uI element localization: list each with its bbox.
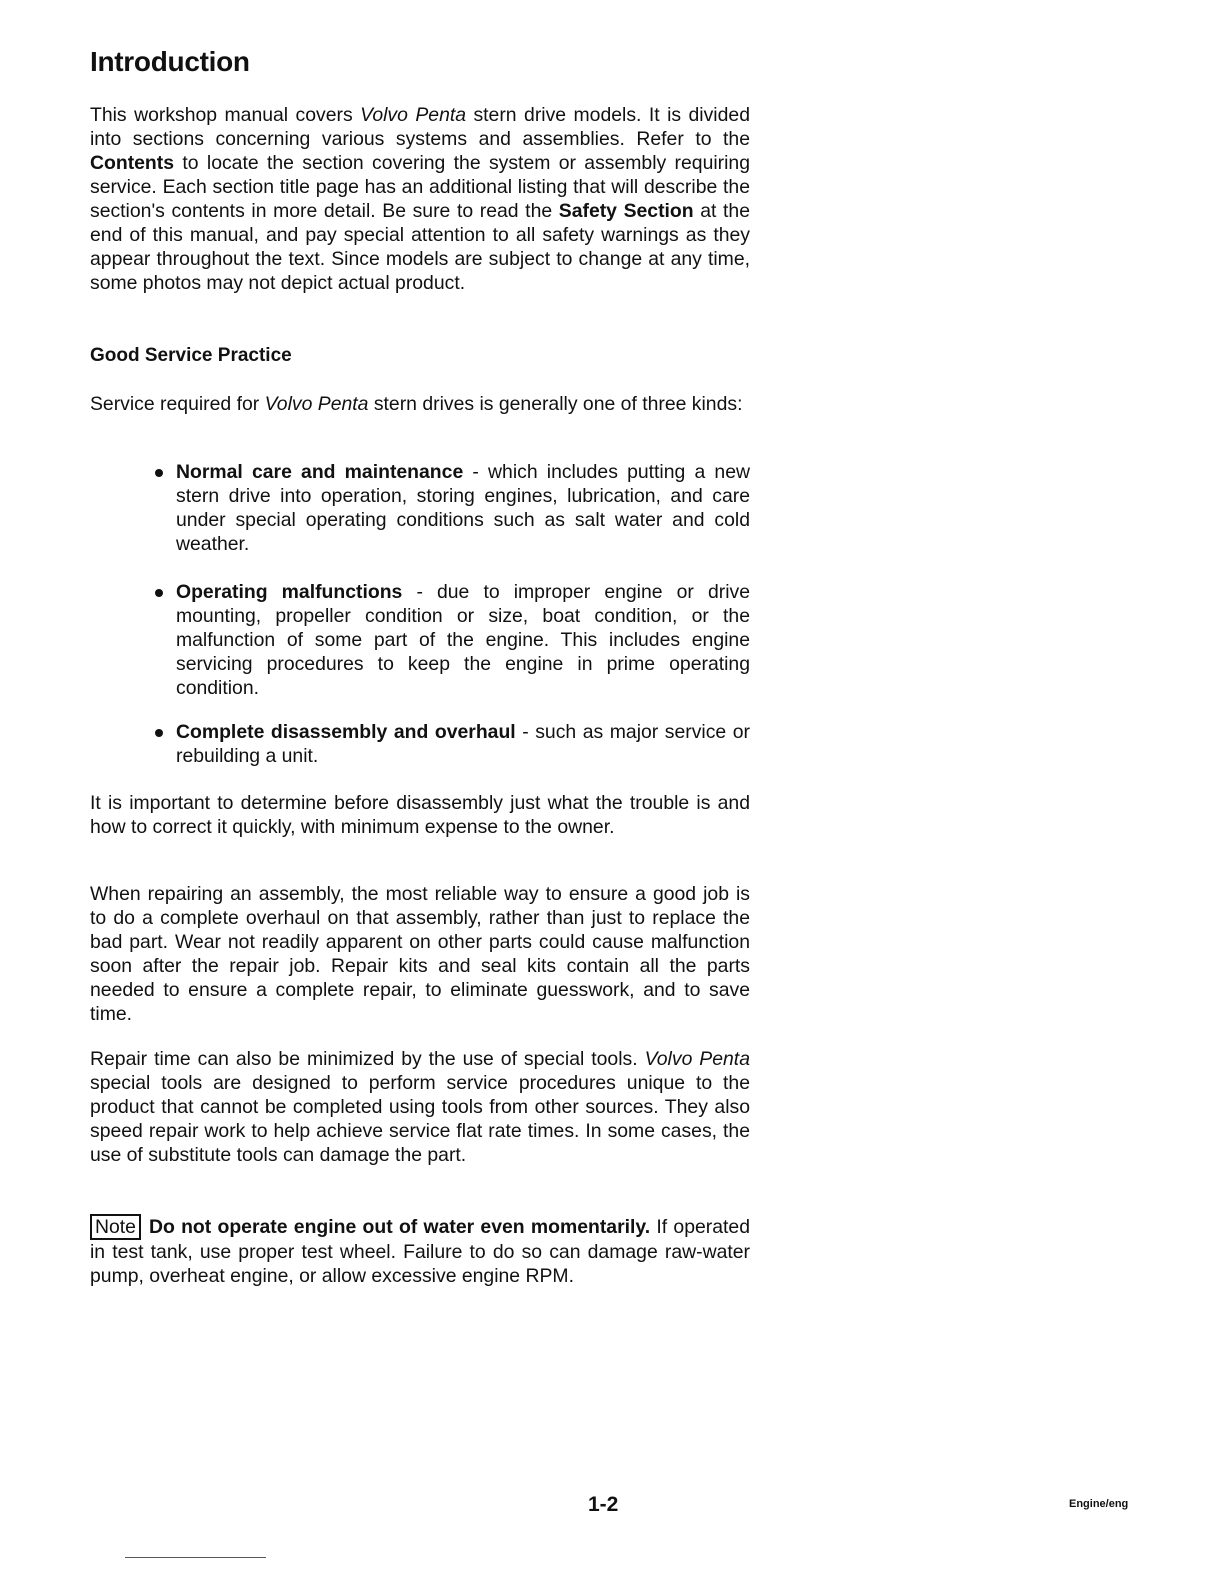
important-paragraph: It is important to determine before disassembly just what the trouble is and how to correct it quickly, with minimum expense to the owner.	[90, 792, 750, 838]
intro-text-4: at the end of this manual, and pay special attention to all safety warnings as they appear throughout the text. Since models are subject to change at any time, some photos may not depict actual product.	[90, 200, 750, 294]
service-text-1: Service required for	[90, 393, 265, 415]
service-brand: Volvo Penta	[264, 393, 369, 415]
bullet-text: - due to improper engine or drive mounting, propeller condition or size, boat condition, or the malfunction of some part of the engine. This includes engine servicing procedures to keep the engine in prime operating condition.	[176, 581, 751, 699]
page-title: Introduction	[90, 46, 250, 77]
section-subheading: Good Service Practice	[90, 345, 292, 366]
bullet-lead: Normal care and maintenance	[176, 461, 464, 483]
intro-text-3: to locate the section covering the system or assembly requiring service. Each section title page has an additional listing that will describe the section's contents in more detail. Be sure to read the	[90, 152, 750, 222]
contents-reference: Contents	[90, 152, 175, 174]
tools-text-1: Repair time can also be minimized by the use of special tools.	[90, 1048, 645, 1070]
intro-paragraph	[90, 103, 750, 295]
repairing-paragraph: When repairing an assembly, the most reliable way to ensure a good job is to do a complete overhaul on that assembly, rather than just to replace the bad part. Wear not readily apparent on other parts could cause malfunction soon after the repair job. Repair kits and seal kits contain all the parts needed to ensure a complete repair, to eliminate guesswork, and to save time.	[90, 883, 750, 1025]
note-warning: Do not operate engine out of water even momentarily.	[148, 1216, 651, 1238]
bullet-lead: Operating malfunctions	[176, 581, 403, 603]
page-number: 1-2	[588, 1493, 619, 1516]
footer-code: Engine/eng	[1069, 1498, 1129, 1510]
note-label: Note	[90, 1214, 141, 1240]
bullet-item-maintenance	[176, 460, 750, 556]
intro-brand: Volvo Penta	[360, 104, 467, 126]
service-text-2: stern drives is generally one of three kinds:	[368, 393, 743, 415]
safety-section-reference: Safety Section	[558, 200, 694, 222]
bullet-item-overhaul	[176, 720, 750, 768]
bullet-icon	[155, 469, 163, 477]
intro-text-1: This workshop manual covers	[90, 104, 361, 126]
bullet-text: - which includes putting a new stern drive into operation, storing engines, lubrication, and care under special operating conditions such as salt water and cold weather.	[176, 461, 750, 555]
tools-text-2: special tools are designed to perform service procedures unique to the product that cannot be completed using tools from other sources. They also speed repair work to help achieve service flat rate times. In some cases, the use of substitute tools can damage the part.	[90, 1072, 750, 1166]
bullet-icon	[155, 589, 163, 597]
special-tools-paragraph	[90, 1047, 750, 1167]
bullet-text: - such as major service or rebuilding a unit.	[176, 721, 750, 767]
bottom-rule	[125, 1557, 266, 1558]
bullet-item-malfunctions	[176, 580, 750, 700]
tools-brand: Volvo Penta	[644, 1048, 750, 1070]
note-text: If operated in test tank, use proper test wheel. Failure to do so can damage raw-water pump, overheat engine, or allow excessive engine RPM.	[90, 1216, 750, 1287]
intro-text-2: stern drive models. It is divided into sections concerning various systems and assemblies. Refer to the	[90, 104, 750, 150]
service-paragraph	[90, 392, 750, 416]
bullet-icon	[155, 729, 163, 737]
note-paragraph	[90, 1214, 750, 1288]
bullet-lead: Complete disassembly and overhaul	[176, 721, 516, 743]
